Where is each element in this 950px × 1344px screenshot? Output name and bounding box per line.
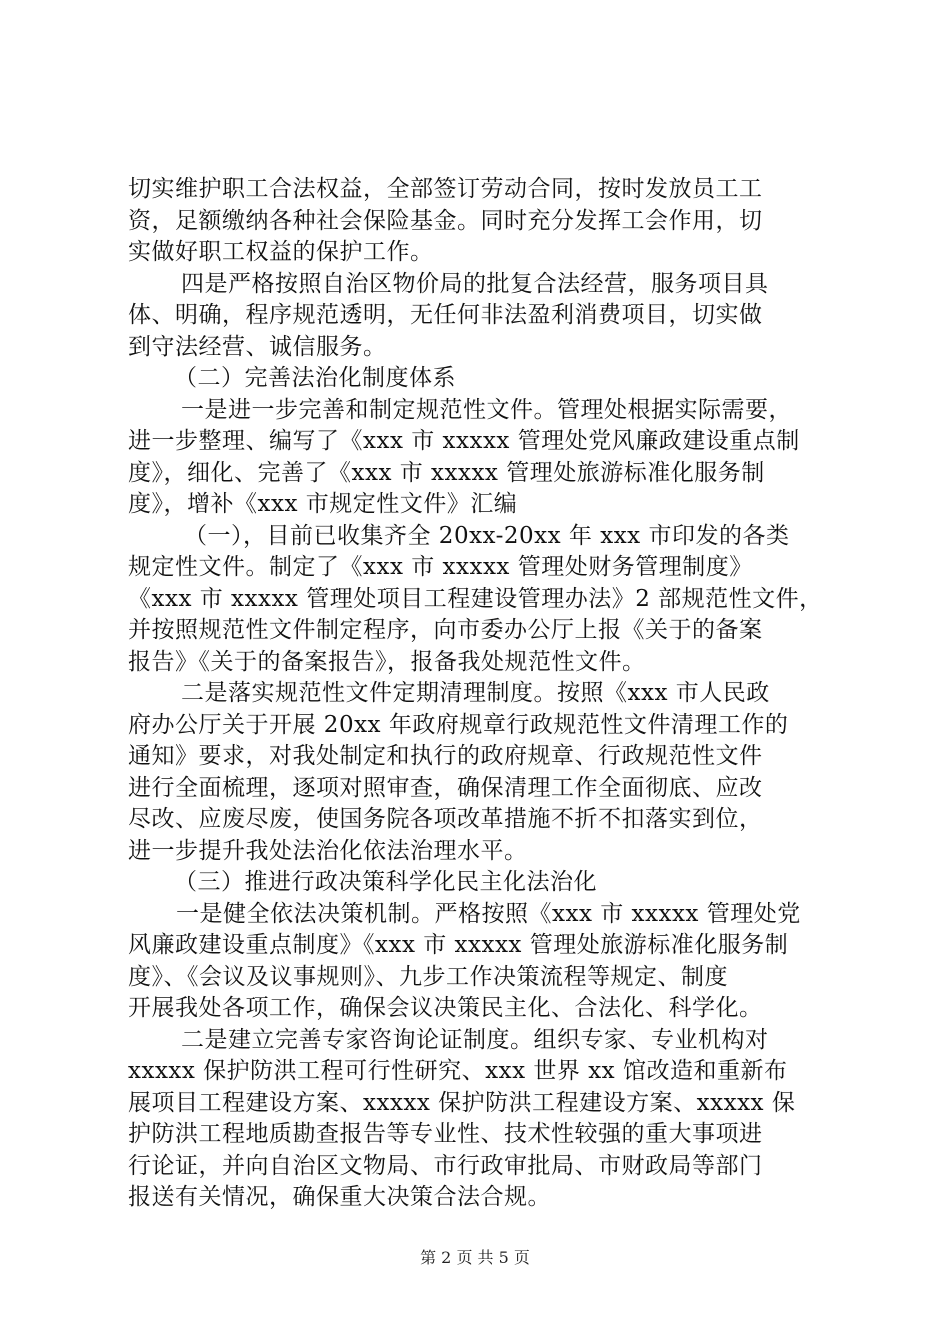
text-line: 切实维护职工合法权益，全部签订劳动合同，按时发放员工工 bbox=[128, 176, 763, 202]
section-heading: （二）完善法治化制度体系 bbox=[174, 365, 456, 391]
text-line: 一是健全依法决策机制。严格按照《xxx 市 xxxxx 管理处党 bbox=[176, 901, 801, 927]
text-line: xxxxx 保护防洪工程可行性研究、xxx 世界 xx 馆改造和重新布 bbox=[128, 1058, 788, 1084]
text-line: 度》，细化、完善了《xxx 市 xxxxx 管理处旅游标准化服务制 bbox=[128, 460, 765, 486]
text-line: 到守法经营、诚信服务。 bbox=[128, 334, 387, 360]
text-line: 二是落实规范性文件定期清理制度。按照《xxx 市人民政 bbox=[181, 680, 770, 706]
text-line: 度》、《会议及议事规则》、九步工作决策流程等规定、制度 bbox=[128, 964, 728, 990]
text-line: 资，足额缴纳各种社会保险基金。同时充分发挥工会作用，切 bbox=[128, 208, 763, 234]
text-line: 府办公厅关于开展 20xx 年政府规章行政规范性文件清理工作的 bbox=[128, 712, 789, 738]
text-line: 一是进一步完善和制定规范性文件。管理处根据实际需要， bbox=[181, 397, 792, 423]
text-line: 开展我处各项工作，确保会议决策民主化、合法化、科学化。 bbox=[128, 995, 763, 1021]
section-heading: （三）推进行政决策科学化民主化法治化 bbox=[174, 869, 597, 895]
text-line: 《xxx 市 xxxxx 管理处项目工程建设管理办法》2 部规范性文件， bbox=[128, 586, 823, 612]
text-line: 尽改、应废尽废，使国务院各项改革措施不折不扣落实到位， bbox=[128, 806, 763, 832]
text-line: 实做好职工权益的保护工作。 bbox=[128, 239, 434, 265]
text-line: 二是建立完善专家咨询论证制度。组织专家、专业机构对 bbox=[181, 1027, 769, 1053]
text-line: 规定性文件。制定了《xxx 市 xxxxx 管理处财务管理制度》 bbox=[128, 554, 753, 580]
text-line: 行论证，并向自治区文物局、市行政审批局、市财政局等部门 bbox=[128, 1153, 763, 1179]
text-line: （一），目前已收集齐全 20xx-20xx 年 xxx 市印发的各类 bbox=[184, 523, 790, 549]
text-line: 体、明确，程序规范透明，无任何非法盈利消费项目，切实做 bbox=[128, 302, 763, 328]
text-line: 护防洪工程地质勘查报告等专业性、技术性较强的重大事项进 bbox=[128, 1121, 763, 1147]
text-line: 风廉政建设重点制度》《xxx 市 xxxxx 管理处旅游标准化服务制 bbox=[128, 932, 789, 958]
page-number-footer: 第 2 页 共 5 页 bbox=[420, 1248, 530, 1267]
text-line: 进行全面梳理，逐项对照审查，确保清理工作全面彻底、应改 bbox=[128, 775, 763, 801]
text-line: 四是严格按照自治区物价局的批复合法经营，服务项目具 bbox=[181, 271, 769, 297]
text-line: 度》，增补《xxx 市规定性文件》汇编 bbox=[128, 491, 518, 517]
text-line: 报送有关情况，确保重大决策合法合规。 bbox=[128, 1184, 551, 1210]
text-line: 通知》要求，对我处制定和执行的政府规章、行政规范性文件 bbox=[128, 743, 763, 769]
text-line: 进一步整理、编写了《xxx 市 xxxxx 管理处党风廉政建设重点制 bbox=[128, 428, 800, 454]
text-line: 报告》《关于的备案报告》，报备我处规范性文件。 bbox=[128, 649, 646, 675]
text-line: 并按照规范性文件制定程序，向市委办公厅上报《关于的备案 bbox=[128, 617, 763, 643]
text-line: 进一步提升我处法治化依法治理水平。 bbox=[128, 838, 528, 864]
text-line: 展项目工程建设方案、xxxxx 保护防洪工程建设方案、xxxxx 保 bbox=[128, 1090, 796, 1116]
